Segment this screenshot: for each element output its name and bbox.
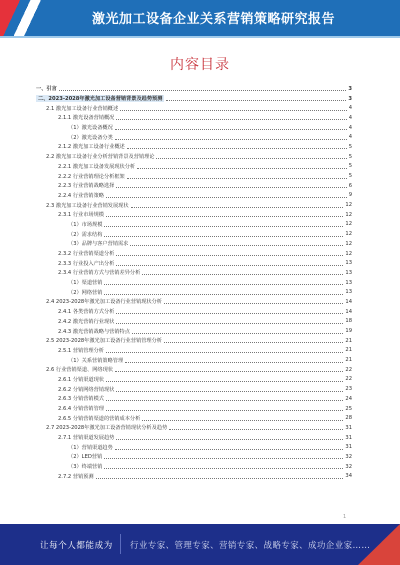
toc-leader-dots xyxy=(132,333,343,334)
toc-entry-label: 2.2 激光加工设备行业分析营销背景及营销理论 xyxy=(46,154,155,161)
toc-leader-dots xyxy=(166,100,346,101)
toc-entry[interactable] xyxy=(36,278,352,288)
toc-entry[interactable] xyxy=(36,336,352,346)
toc-entry-label: （1）关系营销策略管理 xyxy=(68,357,124,364)
table-of-contents xyxy=(36,84,352,481)
toc-entry-label: 2.1.1 激光设备营销概况 xyxy=(58,115,115,122)
toc-entry-label: 2.4 2023-2028年激光加工设备行业营销现状分析 xyxy=(46,299,162,306)
toc-entry-label: 2.4.3 激光营销战略与营销特点 xyxy=(58,328,130,335)
header-accent-stripe xyxy=(0,0,64,36)
toc-entry[interactable] xyxy=(36,132,352,142)
toc-entry-page: 13 xyxy=(345,279,352,286)
toc-leader-dots xyxy=(137,168,347,169)
toc-entry-label: （1）营销渠道趋势 xyxy=(68,444,113,451)
toc-entry-label: （3）品牌与客户营销需求 xyxy=(68,241,129,248)
toc-entry-label: 2.3 激光加工设备行业营销发展现状 xyxy=(46,202,129,209)
toc-entry[interactable] xyxy=(36,297,352,307)
toc-leader-dots xyxy=(142,420,343,421)
report-title: 激光加工设备企业关系营销策略研究报告 xyxy=(92,12,336,27)
toc-entry-page: 12 xyxy=(345,202,352,209)
toc-entry-label: 一、引言 xyxy=(36,86,57,93)
toc-entry-page: 19 xyxy=(345,328,352,335)
toc-entry[interactable] xyxy=(36,375,352,385)
page-marker: 1 xyxy=(343,514,347,520)
footer-tagline: 行业专家、管理专家、营销专家、战略专家、成功企业家…… xyxy=(130,541,371,551)
toc-entry[interactable] xyxy=(36,210,352,220)
toc-leader-dots xyxy=(142,274,343,275)
toc-entry-page: 4 xyxy=(348,114,352,121)
toc-leader-dots xyxy=(104,284,343,285)
toc-leader-dots xyxy=(130,245,343,246)
toc-entry-page: 9 xyxy=(348,192,352,199)
toc-entry-label: 2.5.1 营销管理分析 xyxy=(58,347,104,354)
toc-entry-page: 25 xyxy=(345,405,352,412)
toc-leader-dots xyxy=(169,429,343,430)
toc-heading: 内容目录 xyxy=(170,57,230,73)
toc-entry-label: （1）渠道营销 xyxy=(68,280,103,287)
toc-entry-label: 2.7.2 营销预测 xyxy=(58,473,94,480)
toc-entry-page: 5 xyxy=(348,163,352,170)
toc-entry[interactable] xyxy=(36,113,352,123)
toc-entry-label: 2.7.1 营销渠道发展趋势 xyxy=(58,435,115,442)
toc-leader-dots xyxy=(115,139,347,140)
toc-entry-label: 2.1.2 激光加工设备行业概述 xyxy=(58,144,125,151)
toc-entry[interactable] xyxy=(36,326,352,336)
toc-entry-page: 12 xyxy=(345,231,352,238)
toc-entry[interactable] xyxy=(36,268,352,278)
toc-leader-dots xyxy=(115,129,347,130)
toc-leader-dots xyxy=(116,313,343,314)
toc-leader-dots xyxy=(127,148,347,149)
toc-leader-dots xyxy=(106,352,343,353)
toc-entry-page: 22 xyxy=(345,376,352,383)
toc-leader-dots xyxy=(164,342,343,343)
toc-entry-label: 2.1 激光加工设备行业营销概述 xyxy=(46,105,119,112)
toc-entry-page: 4 xyxy=(348,134,352,141)
toc-leader-dots xyxy=(104,468,343,469)
toc-entry-label: 2.4.1 各类营销方式分析 xyxy=(58,309,115,316)
toc-leader-dots xyxy=(131,207,344,208)
toc-entry[interactable] xyxy=(36,384,352,394)
toc-entry-page: 18 xyxy=(345,318,352,325)
toc-entry-label: 2.5 2023-2028年激光加工设备行业营销管理分析 xyxy=(46,338,162,345)
toc-entry-label: 2.6.1 分销渠道现状 xyxy=(58,376,104,383)
toc-entry[interactable] xyxy=(36,220,352,230)
report-footer xyxy=(0,524,400,565)
toc-entry[interactable] xyxy=(36,452,352,462)
footer-divider xyxy=(120,534,121,554)
toc-leader-dots xyxy=(115,449,344,450)
toc-entry-label: 2.3.3 行业投入产出分析 xyxy=(58,260,115,267)
toc-entry-page: 6 xyxy=(348,182,352,189)
toc-entry-label: 2.3.2 行业营销渠道分析 xyxy=(58,251,115,258)
toc-entry-page: 12 xyxy=(345,221,352,228)
toc-entry[interactable] xyxy=(36,472,352,482)
toc-leader-dots xyxy=(116,265,343,266)
toc-entry-page: 32 xyxy=(345,453,352,460)
toc-leader-dots xyxy=(104,236,343,237)
toc-entry-label: 2.4.2 激光营销行业现状 xyxy=(58,318,115,325)
toc-leader-dots xyxy=(104,226,343,227)
toc-entry[interactable] xyxy=(36,404,352,414)
toc-entry-label: 2.2.2 行业营销理论分析框架 xyxy=(58,173,125,180)
toc-entry-page: 3 xyxy=(348,85,352,92)
toc-entry-label: 2.7 2023-2028年激光加工设备营销现状分析及趋势 xyxy=(46,425,168,432)
toc-entry-label: 2.3.1 行业市场规模 xyxy=(58,212,104,219)
toc-entry-page: 31 xyxy=(345,434,352,441)
toc-entry-label: 2.6.3 分销营销模式 xyxy=(58,396,104,403)
toc-entry-page: 24 xyxy=(345,395,352,402)
toc-entry[interactable] xyxy=(36,423,352,433)
toc-entry-label: 二、2023-2028年激光加工设备营销背景及趋势预测 xyxy=(38,96,163,103)
toc-leader-dots xyxy=(116,391,343,392)
toc-entry-page: 13 xyxy=(345,289,352,296)
toc-entry-label: （2）网络营销 xyxy=(68,289,103,296)
toc-entry[interactable] xyxy=(36,287,352,297)
toc-leader-dots xyxy=(106,410,343,411)
toc-entry-page: 34 xyxy=(345,473,352,480)
toc-entry-page: 12 xyxy=(345,250,352,257)
toc-entry-page: 22 xyxy=(345,366,352,373)
toc-entry[interactable] xyxy=(36,152,352,162)
toc-leader-dots xyxy=(116,187,346,188)
toc-entry[interactable] xyxy=(36,84,352,94)
toc-entry[interactable] xyxy=(36,346,352,356)
toc-entry-label: 2.6 行业营销渠道、网络现状 xyxy=(46,367,113,374)
toc-entry[interactable] xyxy=(36,413,352,423)
toc-entry-page: 3 xyxy=(348,95,352,102)
toc-entry[interactable] xyxy=(36,229,352,239)
toc-entry-page: 13 xyxy=(345,260,352,267)
toc-entry-label: 2.6.4 分销营销管理 xyxy=(58,406,104,413)
toc-entry-label: 2.2.3 行业营销战略选择 xyxy=(58,183,115,190)
toc-leader-dots xyxy=(106,400,343,401)
toc-leader-dots xyxy=(125,362,343,363)
toc-entry[interactable] xyxy=(36,442,352,452)
toc-entry[interactable] xyxy=(36,123,352,133)
toc-entry-page: 5 xyxy=(348,173,352,180)
toc-entry-page: 21 xyxy=(345,357,352,364)
toc-entry-page: 13 xyxy=(345,269,352,276)
toc-leader-dots xyxy=(164,303,343,304)
footer-slogan: 让每个人都能成为 xyxy=(40,541,113,551)
toc-entry[interactable] xyxy=(36,433,352,443)
toc-entry-page: 12 xyxy=(345,211,352,218)
toc-entry-label: （1）激光设备概况 xyxy=(68,125,113,132)
toc-leader-dots xyxy=(116,255,343,256)
toc-entry[interactable] xyxy=(36,394,352,404)
toc-entry-label: （2）LED营销 xyxy=(68,454,103,461)
toc-leader-dots xyxy=(127,178,347,179)
toc-entry[interactable] xyxy=(36,317,352,327)
toc-entry[interactable] xyxy=(36,307,352,317)
toc-entry[interactable] xyxy=(36,181,352,191)
toc-leader-dots xyxy=(116,323,343,324)
toc-entry-page: 14 xyxy=(345,308,352,315)
toc-leader-dots xyxy=(116,119,346,120)
toc-entry-page: 5 xyxy=(348,153,352,160)
toc-entry[interactable] xyxy=(36,239,352,249)
toc-entry-page: 5 xyxy=(348,143,352,150)
toc-entry-page: 21 xyxy=(345,337,352,344)
toc-entry-page: 23 xyxy=(345,386,352,393)
toc-leader-dots xyxy=(106,197,347,198)
toc-entry-page: 21 xyxy=(345,347,352,354)
toc-entry-page: 32 xyxy=(345,463,352,470)
toc-entry-label: 2.6.2 分销网络营销现状 xyxy=(58,386,115,393)
toc-entry-label: 2.2.4 行业营销策略 xyxy=(58,192,104,199)
toc-entry-page: 4 xyxy=(348,124,352,131)
toc-entry-page: 4 xyxy=(348,105,352,112)
toc-leader-dots xyxy=(96,478,344,479)
toc-entry[interactable] xyxy=(36,142,352,152)
toc-entry[interactable] xyxy=(36,258,352,268)
toc-entry-label: 2.6.5 分销营销渠道的营销成本分析 xyxy=(58,415,141,422)
toc-entry[interactable] xyxy=(36,171,352,181)
toc-entry-page: 31 xyxy=(345,424,352,431)
toc-leader-dots xyxy=(106,216,343,217)
toc-leader-dots xyxy=(116,439,343,440)
toc-leader-dots xyxy=(106,381,343,382)
toc-entry[interactable] xyxy=(36,103,352,113)
toc-entry-page: 12 xyxy=(345,240,352,247)
toc-leader-dots xyxy=(120,110,347,111)
toc-entry-page: 31 xyxy=(345,444,352,451)
toc-entry[interactable] xyxy=(36,365,352,375)
toc-entry-label: 2.3.4 行业营销方式与营销差异分析 xyxy=(58,270,141,277)
toc-leader-dots xyxy=(115,371,343,372)
toc-entry[interactable] xyxy=(36,200,352,210)
toc-leader-dots xyxy=(104,294,343,295)
toc-entry-label: （2）激光设备分类 xyxy=(68,134,113,141)
toc-entry[interactable] xyxy=(36,355,352,365)
toc-entry[interactable] xyxy=(36,191,352,201)
toc-entry[interactable] xyxy=(36,249,352,259)
toc-entry-label: （2）需求结构 xyxy=(68,231,103,238)
toc-entry[interactable] xyxy=(36,462,352,472)
toc-entry-label: 2.2.1 激光加工设备发展现状分析 xyxy=(58,163,136,170)
toc-leader-dots xyxy=(156,158,346,159)
report-header xyxy=(0,0,400,38)
toc-entry-label: （3）终端营销 xyxy=(68,464,103,471)
toc-leader-dots xyxy=(59,90,347,91)
toc-entry[interactable] xyxy=(36,94,352,104)
toc-leader-dots xyxy=(104,458,343,459)
toc-entry-label: （1）市场规模 xyxy=(68,221,103,228)
toc-entry-page: 14 xyxy=(345,298,352,305)
footer-corner-triangle xyxy=(358,524,400,565)
toc-entry[interactable] xyxy=(36,162,352,172)
toc-entry-page: 28 xyxy=(345,415,352,422)
